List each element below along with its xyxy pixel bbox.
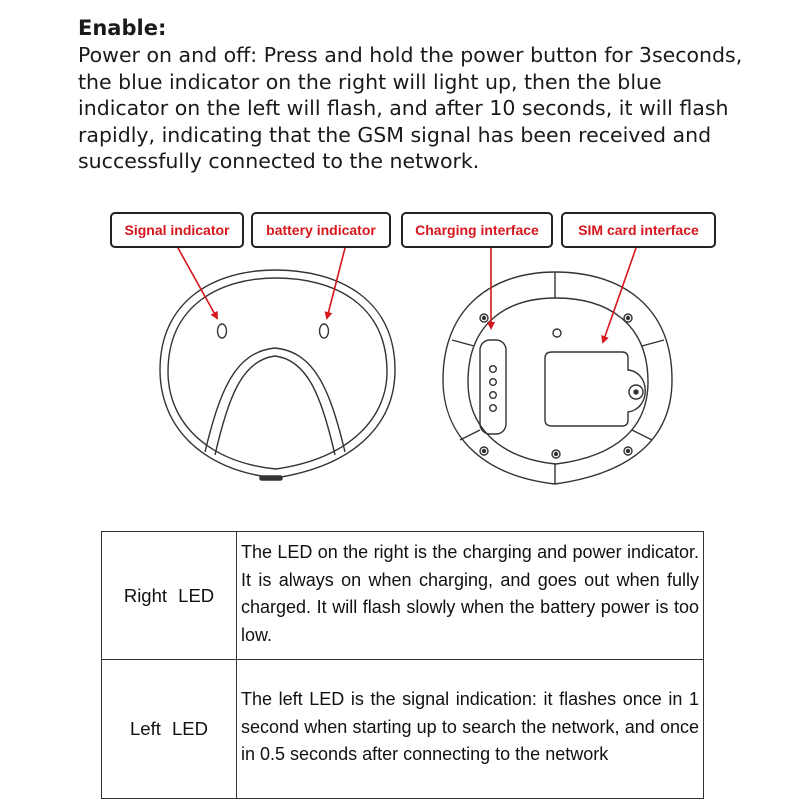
pointer-arrows: [178, 248, 636, 342]
front-arch-inner: [215, 356, 335, 455]
led-name-cell: Right LED: [102, 532, 237, 660]
intro-line: rapidly, indicating that the GSM signal has been received and: [78, 122, 712, 147]
signal-led-icon: [218, 324, 227, 338]
intro-heading: Enable:: [78, 16, 167, 40]
table-row: [102, 532, 704, 660]
front-inner-outline: [168, 278, 387, 469]
led-description-cell: The LED on the right is the charging and power indicator. It is always on when charging, and goes out when fully charged. It will flash slowly when the battery power is too low.: [237, 532, 704, 660]
battery-led-icon: [320, 324, 329, 338]
front-arch: [205, 348, 345, 452]
intro-line: the blue indicator on the right will light up, then the blue: [78, 69, 662, 94]
charging-port-icon: [480, 340, 506, 434]
hole-icon: [553, 329, 561, 337]
led-table: [101, 531, 704, 799]
table-row: [102, 660, 704, 799]
battery-indicator-label: battery indicator: [251, 212, 391, 248]
device-back-view: [443, 272, 672, 484]
power-button-icon: [260, 476, 282, 480]
back-inner-outline: [468, 298, 648, 464]
device-front-view: [160, 270, 395, 480]
front-body-outline: [160, 270, 395, 478]
intro-line: indicator on the left will flash, and after 10 seconds, it will flash: [78, 96, 729, 120]
charging-interface-label: Charging interface: [401, 212, 553, 248]
intro-line: Power on and off: Press and hold the power button for 3seconds,: [78, 43, 743, 67]
sim-card-interface-label: SIM card interface: [561, 212, 716, 248]
led-name-cell: Left LED: [102, 660, 237, 799]
back-outer-outline: [443, 272, 672, 484]
led-description-cell: The left LED is the signal indication: it flashes once in 1 second when starting up to search the network, and once in 0.5 seconds after connecting to the network: [237, 660, 704, 799]
signal-indicator-label: Signal indicator: [110, 212, 244, 248]
intro-line: successfully connected to the network.: [78, 149, 480, 173]
